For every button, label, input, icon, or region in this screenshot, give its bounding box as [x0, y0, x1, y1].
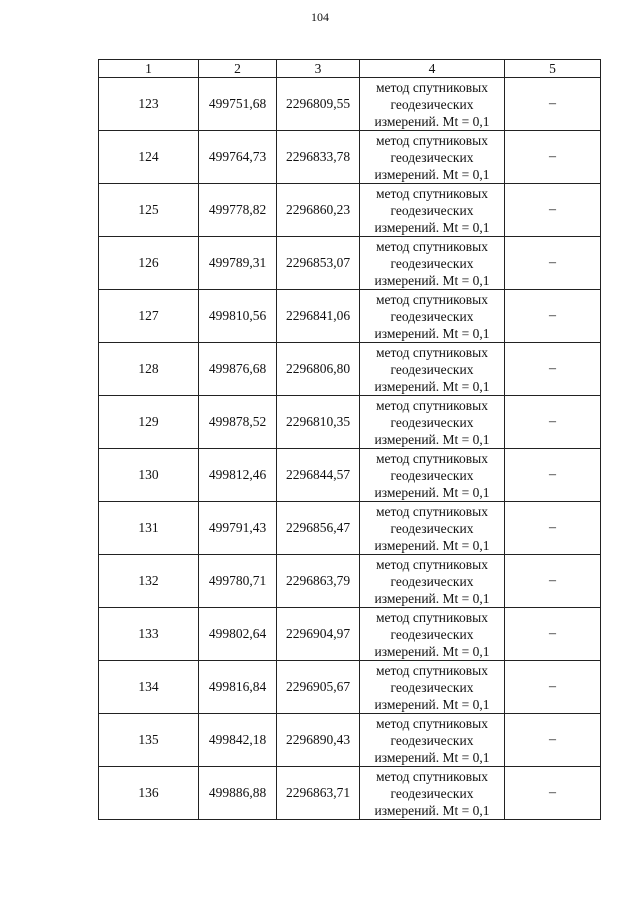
method-text-line: геодезических [390, 679, 474, 695]
method-text-line: измерений. Mt = 0,1 [374, 802, 490, 818]
method-cell [360, 237, 505, 290]
method-text-line: геодезических [390, 202, 474, 218]
x-coordinate-cell: 499780,71 [199, 555, 277, 608]
x-coordinate-cell: 499810,56 [199, 290, 277, 343]
method-text-line: измерений. Mt = 0,1 [374, 272, 490, 288]
table-row [99, 396, 601, 449]
y-coordinate-cell: 2296844,57 [277, 449, 360, 502]
y-coordinate-cell: 2296809,55 [277, 78, 360, 131]
note-cell: – [505, 767, 601, 820]
method-text-line: метод спутниковых [376, 715, 488, 731]
point-number-cell: 128 [99, 343, 199, 396]
method-text-line: метод спутниковых [376, 132, 488, 148]
method-text-line: измерений. Mt = 0,1 [374, 378, 490, 394]
table-row [99, 237, 601, 290]
point-number-cell: 136 [99, 767, 199, 820]
point-number-cell: 131 [99, 502, 199, 555]
point-number-cell: 132 [99, 555, 199, 608]
point-number-cell: 127 [99, 290, 199, 343]
method-text-line: измерений. Mt = 0,1 [374, 590, 490, 606]
method-cell [360, 767, 505, 820]
table-row [99, 608, 601, 661]
point-number-cell: 134 [99, 661, 199, 714]
y-coordinate-cell: 2296863,71 [277, 767, 360, 820]
table-row [99, 714, 601, 767]
point-number-cell: 123 [99, 78, 199, 131]
x-coordinate-cell: 499886,88 [199, 767, 277, 820]
x-coordinate-cell: 499791,43 [199, 502, 277, 555]
method-text-line: геодезических [390, 520, 474, 536]
method-text-line: метод спутниковых [376, 79, 488, 95]
method-text-line: метод спутниковых [376, 238, 488, 254]
y-coordinate-cell: 2296810,35 [277, 396, 360, 449]
x-coordinate-cell: 499751,68 [199, 78, 277, 131]
point-number-cell: 133 [99, 608, 199, 661]
note-cell: – [505, 78, 601, 131]
column-header-2: 2 [199, 60, 277, 78]
method-text-line: метод спутниковых [376, 556, 488, 572]
method-text-line: измерений. Mt = 0,1 [374, 537, 490, 553]
x-coordinate-cell: 499764,73 [199, 131, 277, 184]
note-cell: – [505, 184, 601, 237]
method-text-line: геодезических [390, 255, 474, 271]
point-number-cell: 130 [99, 449, 199, 502]
table-row [99, 449, 601, 502]
method-text-line: метод спутниковых [376, 185, 488, 201]
method-text-line: измерений. Mt = 0,1 [374, 219, 490, 235]
point-number-cell: 126 [99, 237, 199, 290]
y-coordinate-cell: 2296905,67 [277, 661, 360, 714]
method-cell [360, 290, 505, 343]
method-text-line: измерений. Mt = 0,1 [374, 696, 490, 712]
table-row [99, 502, 601, 555]
table-row [99, 767, 601, 820]
method-text-line: геодезических [390, 149, 474, 165]
method-text-line: измерений. Mt = 0,1 [374, 431, 490, 447]
table-row [99, 184, 601, 237]
x-coordinate-cell: 499789,31 [199, 237, 277, 290]
column-header-1: 1 [99, 60, 199, 78]
method-text-line: геодезических [390, 732, 474, 748]
method-text-line: измерений. Mt = 0,1 [374, 113, 490, 129]
note-cell: – [505, 714, 601, 767]
x-coordinate-cell: 499842,18 [199, 714, 277, 767]
method-text-line: геодезических [390, 414, 474, 430]
method-text-line: геодезических [390, 573, 474, 589]
method-text-line: метод спутниковых [376, 768, 488, 784]
column-header-4: 4 [360, 60, 505, 78]
x-coordinate-cell: 499878,52 [199, 396, 277, 449]
method-text-line: измерений. Mt = 0,1 [374, 484, 490, 500]
page-number: 104 [311, 10, 329, 24]
table-row [99, 290, 601, 343]
table-row [99, 661, 601, 714]
x-coordinate-cell: 499802,64 [199, 608, 277, 661]
method-text-line: метод спутниковых [376, 503, 488, 519]
x-coordinate-cell: 499876,68 [199, 343, 277, 396]
method-text-line: измерений. Mt = 0,1 [374, 643, 490, 659]
method-cell [360, 343, 505, 396]
note-cell: – [505, 237, 601, 290]
point-number-cell: 125 [99, 184, 199, 237]
x-coordinate-cell: 499816,84 [199, 661, 277, 714]
column-header-3: 3 [277, 60, 360, 78]
y-coordinate-cell: 2296833,78 [277, 131, 360, 184]
y-coordinate-cell: 2296841,06 [277, 290, 360, 343]
y-coordinate-cell: 2296904,97 [277, 608, 360, 661]
method-text-line: метод спутниковых [376, 344, 488, 360]
coordinates-table [98, 59, 601, 820]
method-cell [360, 714, 505, 767]
method-text-line: метод спутниковых [376, 609, 488, 625]
method-text-line: измерений. Mt = 0,1 [374, 749, 490, 765]
method-text-line: метод спутниковых [376, 662, 488, 678]
note-cell: – [505, 449, 601, 502]
method-cell [360, 184, 505, 237]
method-text-line: геодезических [390, 626, 474, 642]
note-cell: – [505, 131, 601, 184]
point-number-cell: 129 [99, 396, 199, 449]
table-row [99, 131, 601, 184]
method-cell [360, 131, 505, 184]
y-coordinate-cell: 2296890,43 [277, 714, 360, 767]
note-cell: – [505, 608, 601, 661]
table-row [99, 343, 601, 396]
point-number-cell: 124 [99, 131, 199, 184]
method-text-line: геодезических [390, 467, 474, 483]
y-coordinate-cell: 2296863,79 [277, 555, 360, 608]
method-cell [360, 449, 505, 502]
y-coordinate-cell: 2296853,07 [277, 237, 360, 290]
method-cell [360, 661, 505, 714]
column-header-5: 5 [505, 60, 601, 78]
y-coordinate-cell: 2296860,23 [277, 184, 360, 237]
method-text-line: геодезических [390, 308, 474, 324]
x-coordinate-cell: 499812,46 [199, 449, 277, 502]
method-text-line: метод спутниковых [376, 291, 488, 307]
method-cell [360, 78, 505, 131]
method-text-line: геодезических [390, 361, 474, 377]
note-cell: – [505, 661, 601, 714]
method-cell [360, 555, 505, 608]
method-cell [360, 502, 505, 555]
table-row [99, 78, 601, 131]
method-text-line: геодезических [390, 785, 474, 801]
note-cell: – [505, 555, 601, 608]
point-number-cell: 135 [99, 714, 199, 767]
method-text-line: метод спутниковых [376, 397, 488, 413]
method-text-line: геодезических [390, 96, 474, 112]
note-cell: – [505, 290, 601, 343]
note-cell: – [505, 343, 601, 396]
method-text-line: метод спутниковых [376, 450, 488, 466]
note-cell: – [505, 502, 601, 555]
method-text-line: измерений. Mt = 0,1 [374, 166, 490, 182]
y-coordinate-cell: 2296856,47 [277, 502, 360, 555]
table-row [99, 555, 601, 608]
note-cell: – [505, 396, 601, 449]
method-cell [360, 396, 505, 449]
y-coordinate-cell: 2296806,80 [277, 343, 360, 396]
x-coordinate-cell: 499778,82 [199, 184, 277, 237]
method-cell [360, 608, 505, 661]
method-text-line: измерений. Mt = 0,1 [374, 325, 490, 341]
table-header-row [99, 60, 601, 78]
